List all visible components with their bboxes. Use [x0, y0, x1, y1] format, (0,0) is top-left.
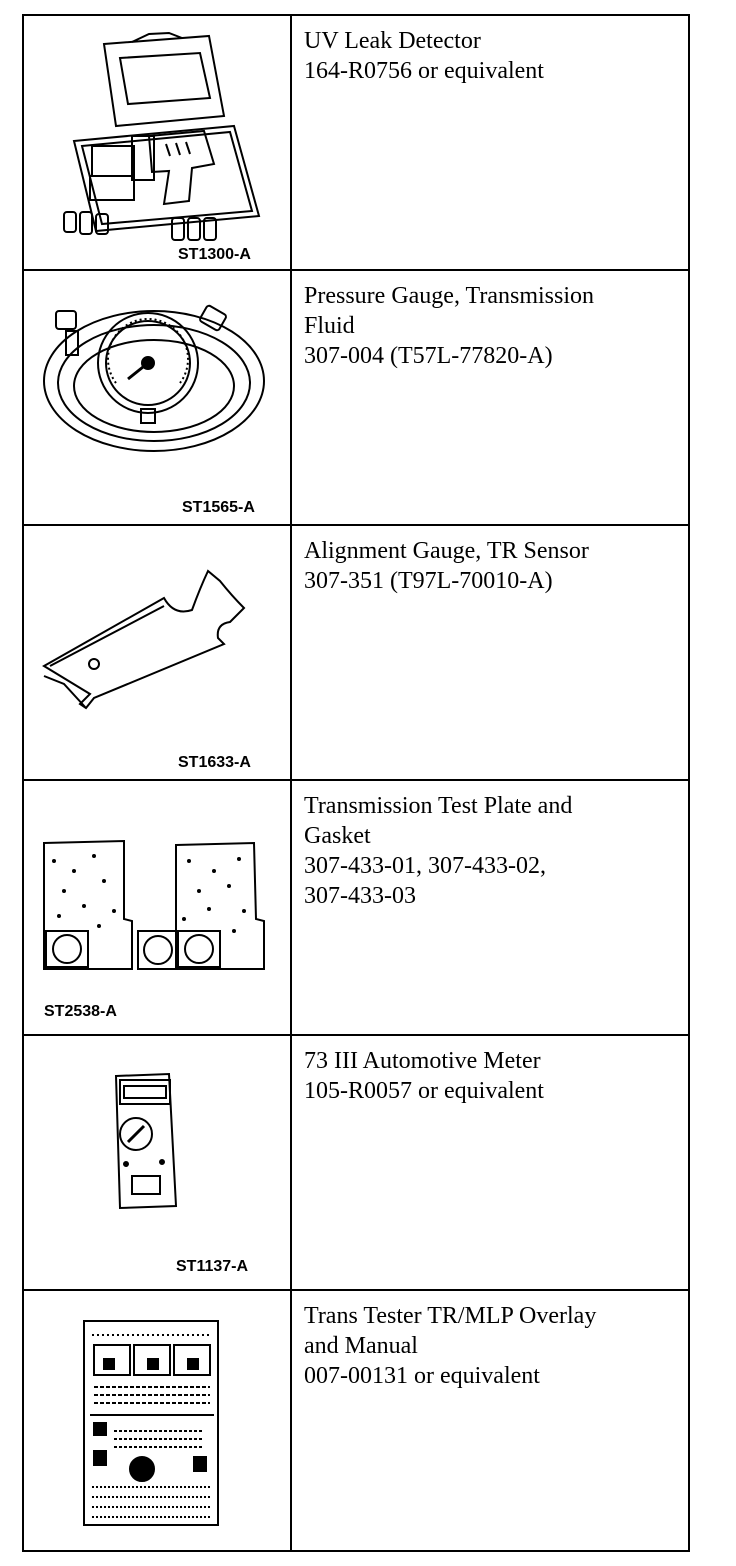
tool-row: [24, 271, 688, 526]
tool-code-label: ST1565-A: [182, 499, 255, 516]
tool-name-continued: and Manual: [304, 1333, 418, 1359]
tool-image-cell: [24, 271, 292, 524]
tool-image-cell: [24, 781, 292, 1034]
tool-name: Pressure Gauge, Transmission: [304, 283, 595, 309]
tool-name-continued: Fluid: [304, 313, 355, 339]
tool-name-continued: Gasket: [304, 823, 371, 849]
tool-description: [292, 1291, 688, 1550]
tool-row: [24, 1036, 688, 1291]
pressure-gauge-icon: [24, 271, 290, 521]
tool-name: UV Leak Detector: [304, 28, 481, 54]
tool-part-number: 007-00131 or equivalent: [304, 1363, 540, 1389]
tool-part-number: 307-351 (T97L-70010-A): [304, 568, 553, 594]
tool-part-number-continued: 307-433-03: [304, 883, 416, 909]
tool-description: [292, 781, 688, 1034]
tool-name: Trans Tester TR/MLP Overlay: [304, 1303, 597, 1329]
alignment-gauge-icon: [24, 526, 290, 776]
tool-code-label: ST1300-A: [178, 246, 251, 263]
test-plate-gasket-icon: [24, 781, 290, 1031]
tool-row: [24, 526, 688, 781]
tool-description: [292, 271, 688, 524]
tool-image-cell: [24, 526, 292, 779]
tool-row: [24, 1291, 688, 1550]
tool-row: [24, 781, 688, 1036]
special-tools-table: [22, 14, 690, 1552]
tool-name: Alignment Gauge, TR Sensor: [304, 538, 589, 564]
tool-code-label: ST2538-A: [44, 1003, 117, 1020]
overlay-manual-icon: [24, 1291, 290, 1541]
tool-image-cell: [24, 1036, 292, 1289]
tool-description: [292, 1036, 688, 1289]
tool-row: [24, 16, 688, 271]
tool-image-cell: [24, 16, 292, 269]
tool-image-cell: [24, 1291, 292, 1550]
tool-name: 73 III Automotive Meter: [304, 1048, 541, 1074]
tool-code-label: ST1633-A: [178, 754, 251, 771]
tool-part-number: 164-R0756 or equivalent: [304, 58, 544, 84]
automotive-meter-icon: [24, 1036, 290, 1286]
tool-part-number: 307-433-01, 307-433-02,: [304, 853, 546, 879]
tool-part-number: 307-004 (T57L-77820-A): [304, 343, 553, 369]
tool-code-label: ST1137-A: [176, 1258, 249, 1275]
tool-description: [292, 16, 688, 269]
tool-name: Transmission Test Plate and: [304, 793, 573, 819]
tool-description: [292, 526, 688, 779]
uv-leak-detector-kit-icon: [24, 16, 290, 266]
tool-part-number: 105-R0057 or equivalent: [304, 1078, 544, 1104]
